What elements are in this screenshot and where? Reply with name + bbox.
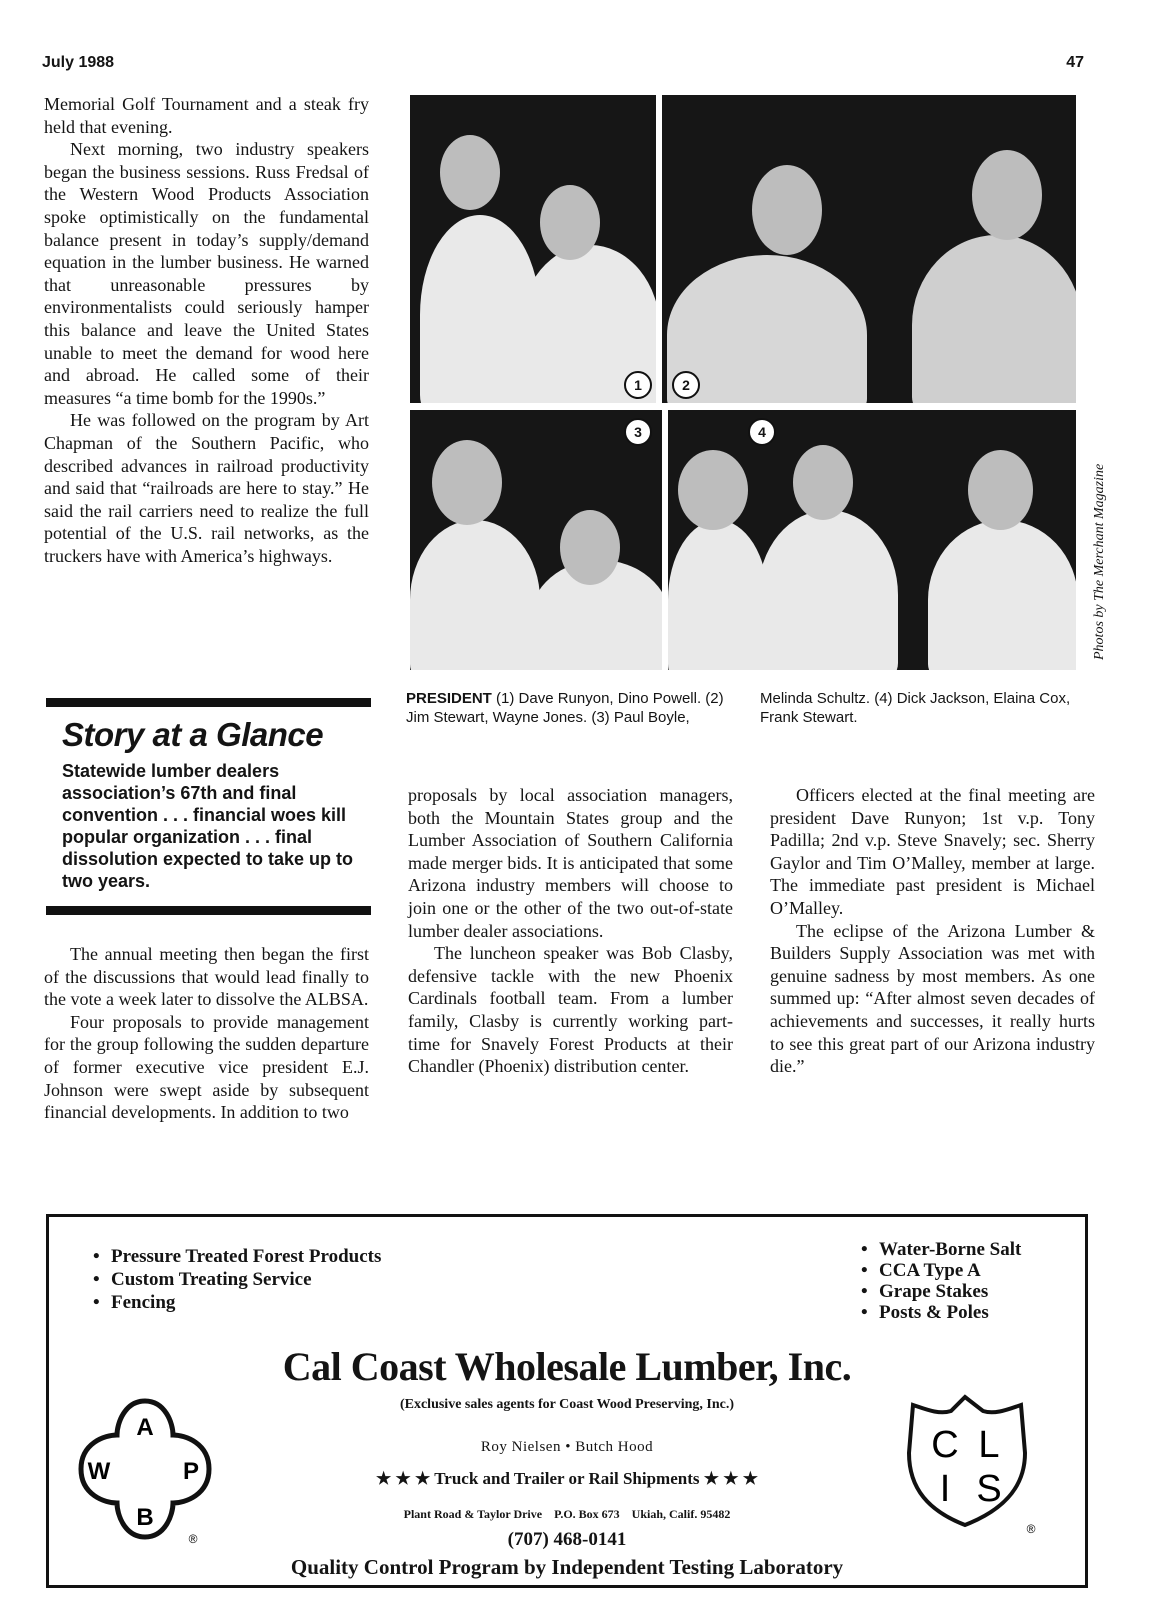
ad-item: • Custom Treating Service <box>93 1269 312 1290</box>
paragraph: Four proposals to provide management for the group following the sudden departure of former executive vice president E.J. Johnson were swept aside by subsequent financial developments. In addition to two <box>44 1011 369 1123</box>
photo-number-1: 1 <box>624 371 652 399</box>
ad-contacts: Roy Nielsen • Butch Hood <box>480 1439 654 1455</box>
logo-letter-s: S <box>976 1468 1002 1510</box>
photo-1 <box>410 95 656 403</box>
caption-lead: PRESIDENT <box>406 690 492 707</box>
photo-2 <box>662 95 1076 403</box>
column-1-top <box>44 93 369 567</box>
photo-number-4: 4 <box>748 418 776 446</box>
ad-item: • Fencing <box>93 1292 176 1313</box>
ad-phone: (707) 468-0141 <box>507 1529 627 1550</box>
logo-letter-b: B <box>136 1504 154 1531</box>
ad-item: • Pressure Treated Forest Products <box>93 1246 382 1267</box>
ad-item: • Water-Borne Salt <box>861 1239 1022 1260</box>
paragraph: Officers elected at the final meeting are president Dave Runyon; 1st v.p. Tony Padilla; 2nd v.p. Steve Snavely; sec. Sherry Gaylor and Tim O’Malley, member at large. The immediate past president is Michael O’Malley. <box>770 785 1095 918</box>
logo-registered: ® <box>188 1532 198 1546</box>
ad-footer: Quality Control Program by Independent Testing Laboratory <box>290 1555 844 1579</box>
column-1-bottom <box>44 943 369 1124</box>
paragraph: The luncheon speaker was Bob Clasby, defensive tackle with the new Phoenix Cardinals football team. From a lumber family, Clasby is currently working part-time for Snavely Forest Products at their Chandler (Phoenix) distribution center. <box>408 943 733 1077</box>
logo-letter-l: L <box>978 1424 1000 1466</box>
photo-credit: Photos by The Merchant Magazine <box>1092 463 1107 660</box>
photo-number-2: 2 <box>672 371 700 399</box>
logo-letter-c: C <box>931 1424 959 1466</box>
photo-3 <box>410 410 662 670</box>
column-3 <box>770 784 1095 1078</box>
ad-address: Plant Road & Taylor Drive P.O. Box 673 Ukiah, Calif. 95482 <box>403 1507 731 1521</box>
glance-bottom-rule <box>46 906 371 915</box>
photo-caption-part2: Melinda Schultz. (4) Dick Jackson, Elaina Cox, Frank Stewart. <box>760 690 1071 726</box>
ad-item: • Posts & Poles <box>861 1302 989 1323</box>
awpb-logo <box>75 1393 215 1553</box>
logo-letter-w: W <box>87 1458 111 1485</box>
glance-title: Story at a Glance <box>62 716 324 753</box>
paragraph: Memorial Golf Tournament and a steak fry held that evening. <box>44 94 369 137</box>
paragraph: Next morning, two industry speakers began the business sessions. Russ Fredsal of the Western Wood Products Association spoke optimistically on the fundamental balance present in today’s supply/demand equation in the lumber business. He warned that unreasonable pressures by environmentalists could seriously hamper this balance and leave the United States unable to meet the demand for wood here and abroad. He called some of their measures “a time bomb for the 1990s.” <box>44 139 369 408</box>
logo-letter-i: I <box>939 1468 951 1510</box>
ad-subtitle: (Exclusive sales agents for Coast Wood Preserving, Inc.) <box>399 1397 735 1412</box>
story-at-a-glance <box>62 716 362 892</box>
page-number: 47 <box>1066 54 1084 71</box>
logo-letter-p: P <box>182 1458 200 1485</box>
glance-text: Statewide lumber dealers association’s 67th and final convention . . . financial woes kill popular organization . . . final dissolution expected to take up to two years. <box>62 761 354 891</box>
ad-right-list <box>861 1239 1021 1323</box>
logo-letter-a: A <box>136 1414 154 1441</box>
paragraph: He was followed on the program by Art Chapman of the Southern Pacific, who described advances in railroad productivity and said that “railroads are here to stay.” He said the rail carriers need to realize the full potential of the U.S. rail networks, as the truckers have with America’s highways. <box>44 410 369 566</box>
ad-company-name: Cal Coast Wholesale Lumber, Inc. <box>282 1344 852 1389</box>
logo-registered: ® <box>1026 1522 1036 1536</box>
photo-number-3: 3 <box>624 418 652 446</box>
paragraph: proposals by local association managers, both the Mountain States group and the Lumber Association of Southern California made merger bids. It is anticipated that some Arizona industry members will choose to join one or the other of the two out-of-state lumber dealer associations. <box>408 785 733 941</box>
ad-item: • Grape Stakes <box>861 1281 989 1302</box>
column-2 <box>408 784 733 1078</box>
photo-4 <box>668 410 1076 670</box>
page-date: July 1988 <box>42 54 115 71</box>
caption-text: (1) Dave Runyon, Dino Powell. (2) Jim Stewart, Wayne Jones. (3) Paul Boyle, <box>406 690 724 726</box>
photo-caption-part1 <box>406 689 731 727</box>
ad-shipping: ★ ★ ★ Truck and Trailer or Rail Shipments ★ ★ ★ <box>376 1469 758 1488</box>
clis-shield-logo <box>905 1393 1045 1543</box>
paragraph: The eclipse of the Arizona Lumber & Builders Supply Association was met with genuine sadness by most members. As one summed up: “After almost seven decades of achievements and successes, it really hurts to see this great part of our Arizona industry die.” <box>770 920 1095 1077</box>
glance-top-rule <box>46 698 371 707</box>
ad-left-list <box>93 1245 381 1314</box>
advertisement <box>46 1214 1088 1588</box>
paragraph: The annual meeting then began the first of the discussions that would lead finally to the vote a week later to dissolve the ALBSA. <box>44 944 369 1010</box>
ad-item: • CCA Type A <box>861 1260 981 1281</box>
